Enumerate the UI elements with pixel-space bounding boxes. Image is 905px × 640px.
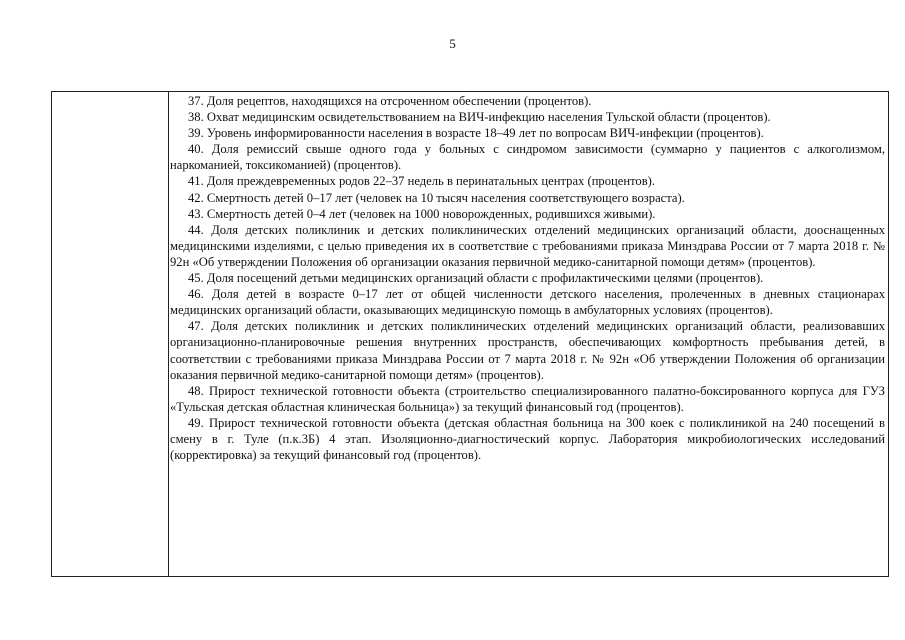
document-table <box>51 91 889 577</box>
page-number: 5 <box>449 36 456 51</box>
list-item: 48. Прирост технической готовности объекта (строительство специализированного палатно-боксированного корпуса для ГУЗ «Тульская детская областная клиническая больница») за текущий финансовый год (процентов). <box>170 383 885 414</box>
list-item: 41. Доля преждевременных родов 22–37 недель в перинатальных центрах (процентов). <box>188 174 656 189</box>
table-right-column <box>170 92 885 576</box>
table-left-column <box>52 92 169 576</box>
list-item: 39. Уровень информированности населения в возрасте 18–49 лет по вопросам ВИЧ-инфекции (процентов). <box>188 126 764 141</box>
list-item: 44. Доля детских поликлиник и детских поликлинических отделений медицинских организаций области, дооснащенных медицинскими изделиями, с целью приведения их в соответствие с требованиями приказа Минздрава России от 7 марта 2018 г. № 92н «Об утверждении Положения об организации оказания первичной медико-санитарной помощи детям» (процентов). <box>170 222 885 269</box>
list-item: 38. Охват медицинским освидетельствованием на ВИЧ-инфекцию населения Тульской области (процентов). <box>188 110 771 125</box>
list-item: 46. Доля детей в возрасте 0–17 лет от общей численности детского населения, пролеченных в дневных стационарах медицинских организаций области, оказывающих медицинскую помощь в амбулаторных условиях (процентов). <box>170 287 885 318</box>
list-item: 47. Доля детских поликлиник и детских поликлинических отделений медицинских организаций области, реализовавших организационно-планировочные решения внутренних пространств, обеспечивающих комфортность пребывания детей, в соответствии с требованиями приказа Минздрава России от 7 марта 2018 г. № 92н «Об утверждении Положения об организации оказания первичной медико-санитарной помощи детям» (процентов). <box>170 319 885 382</box>
list-item: 45. Доля посещений детьми медицинских организаций области с профилактическими целями (процентов). <box>188 271 764 286</box>
list-item: 37. Доля рецептов, находящихся на отсроченном обеспечении (процентов). <box>188 94 592 108</box>
list-item: 43. Смертность детей 0–4 лет (человек на 1000 новорожденных, родившихся живыми). <box>188 206 656 221</box>
list-item: 49. Прирост технической готовности объекта (детская областная больница на 300 коек с поликлиникой на 240 посещений в смену в г. Туле (п.к.3Б) 4 этап. Изоляционно-диагностический корпус. Лаборатория микробиологических исследований (корректировка) за текущий финансовый год (процентов). <box>170 415 885 463</box>
list-item: 42. Смертность детей 0–17 лет (человек на 10 тысяч населения соответствующего возраста). <box>188 190 685 205</box>
list-item: 40. Доля ремиссий свыше одного года у больных с синдромом зависимости (суммарно у пациентов с алкоголизмом, наркоманией, токсикоманией) (процентов). <box>170 142 885 173</box>
